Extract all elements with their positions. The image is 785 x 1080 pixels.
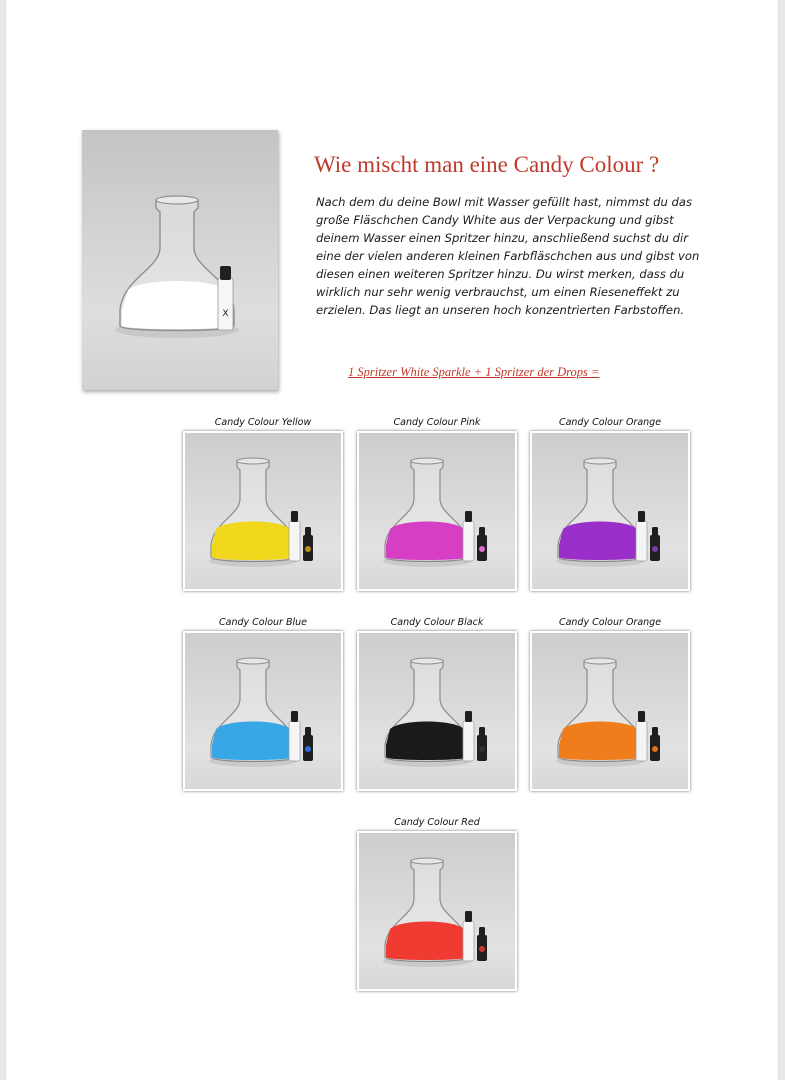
colour-bowl-photo	[530, 431, 690, 591]
white-bottle	[636, 521, 647, 561]
bowl-illustration	[532, 633, 688, 789]
colour-bowl-photo	[183, 431, 343, 591]
colour-card-label: Candy Colour Black	[390, 617, 484, 628]
colour-card	[530, 616, 690, 791]
liquid-fill	[386, 522, 468, 561]
colour-bowl-photo	[183, 631, 343, 791]
colour-card	[183, 416, 343, 591]
colour-card-label: Candy Colour Orange	[558, 617, 662, 628]
white-bottle	[463, 721, 474, 761]
colour-bowl-photo	[530, 631, 690, 791]
colour-card	[357, 816, 517, 991]
colour-card-label: Candy Colour Pink	[393, 417, 481, 428]
colour-bowl-photo	[357, 831, 517, 991]
white-bottle	[463, 521, 474, 561]
bowl-illustration	[359, 433, 515, 589]
white-bottle	[463, 921, 474, 961]
white-bottle	[636, 721, 647, 761]
liquid-fill	[559, 522, 641, 561]
colour-card-label: Candy Colour Red	[394, 817, 480, 828]
page-title: Wie mischt man eine Candy Colour ?	[314, 152, 660, 177]
colour-card-label: Candy Colour Orange	[558, 417, 662, 428]
formula-link[interactable]: 1 Spritzer White Sparkle + 1 Spritzer der Drops =	[348, 365, 600, 379]
white-bottle	[289, 721, 300, 761]
colour-card-label: Candy Colour Blue	[218, 617, 307, 628]
liquid-fill	[559, 722, 641, 761]
colour-card	[183, 616, 343, 791]
colour-card-label: Candy Colour Yellow	[214, 417, 312, 428]
colour-card	[357, 416, 517, 591]
liquid-fill	[386, 922, 468, 961]
bowl-illustration	[359, 833, 515, 989]
bowl-illustration	[532, 433, 688, 589]
bowl-illustration	[359, 633, 515, 789]
liquid-fill	[212, 722, 294, 761]
colour-card	[530, 416, 690, 591]
bowl-illustration	[185, 633, 341, 789]
intro-paragraph: Nach dem du deine Bowl mit Wasser gefüllt hast, nimmst du das große Fläschchen Candy White aus der Verpackung und gibst deinem Wasser einen Spritzer hinzu, anschließend suchst du dir eine der vielen anderen kleinen Farbfläschchen aus und gibst von diesen einen weiteren Spritzer hinzu. Du wirst merken, dass du wirklich nur sehr wenig verbrauchst, um einen Rieseneffekt zu erzielen. Das liegt an unseren hoch konzentrierten Farbstoffen.	[316, 195, 700, 317]
document-page	[6, 0, 778, 1080]
bowl-illustration	[185, 433, 341, 589]
colour-card	[357, 616, 517, 791]
white-bowl-illustration	[82, 130, 278, 390]
svg-text:X: X	[222, 309, 229, 319]
colour-bowl-photo	[357, 631, 517, 791]
liquid-fill	[386, 722, 468, 761]
white-bottle	[289, 521, 300, 561]
hero-bowl-photo	[82, 130, 278, 390]
colour-bowl-photo	[357, 431, 517, 591]
liquid-fill	[212, 522, 294, 561]
